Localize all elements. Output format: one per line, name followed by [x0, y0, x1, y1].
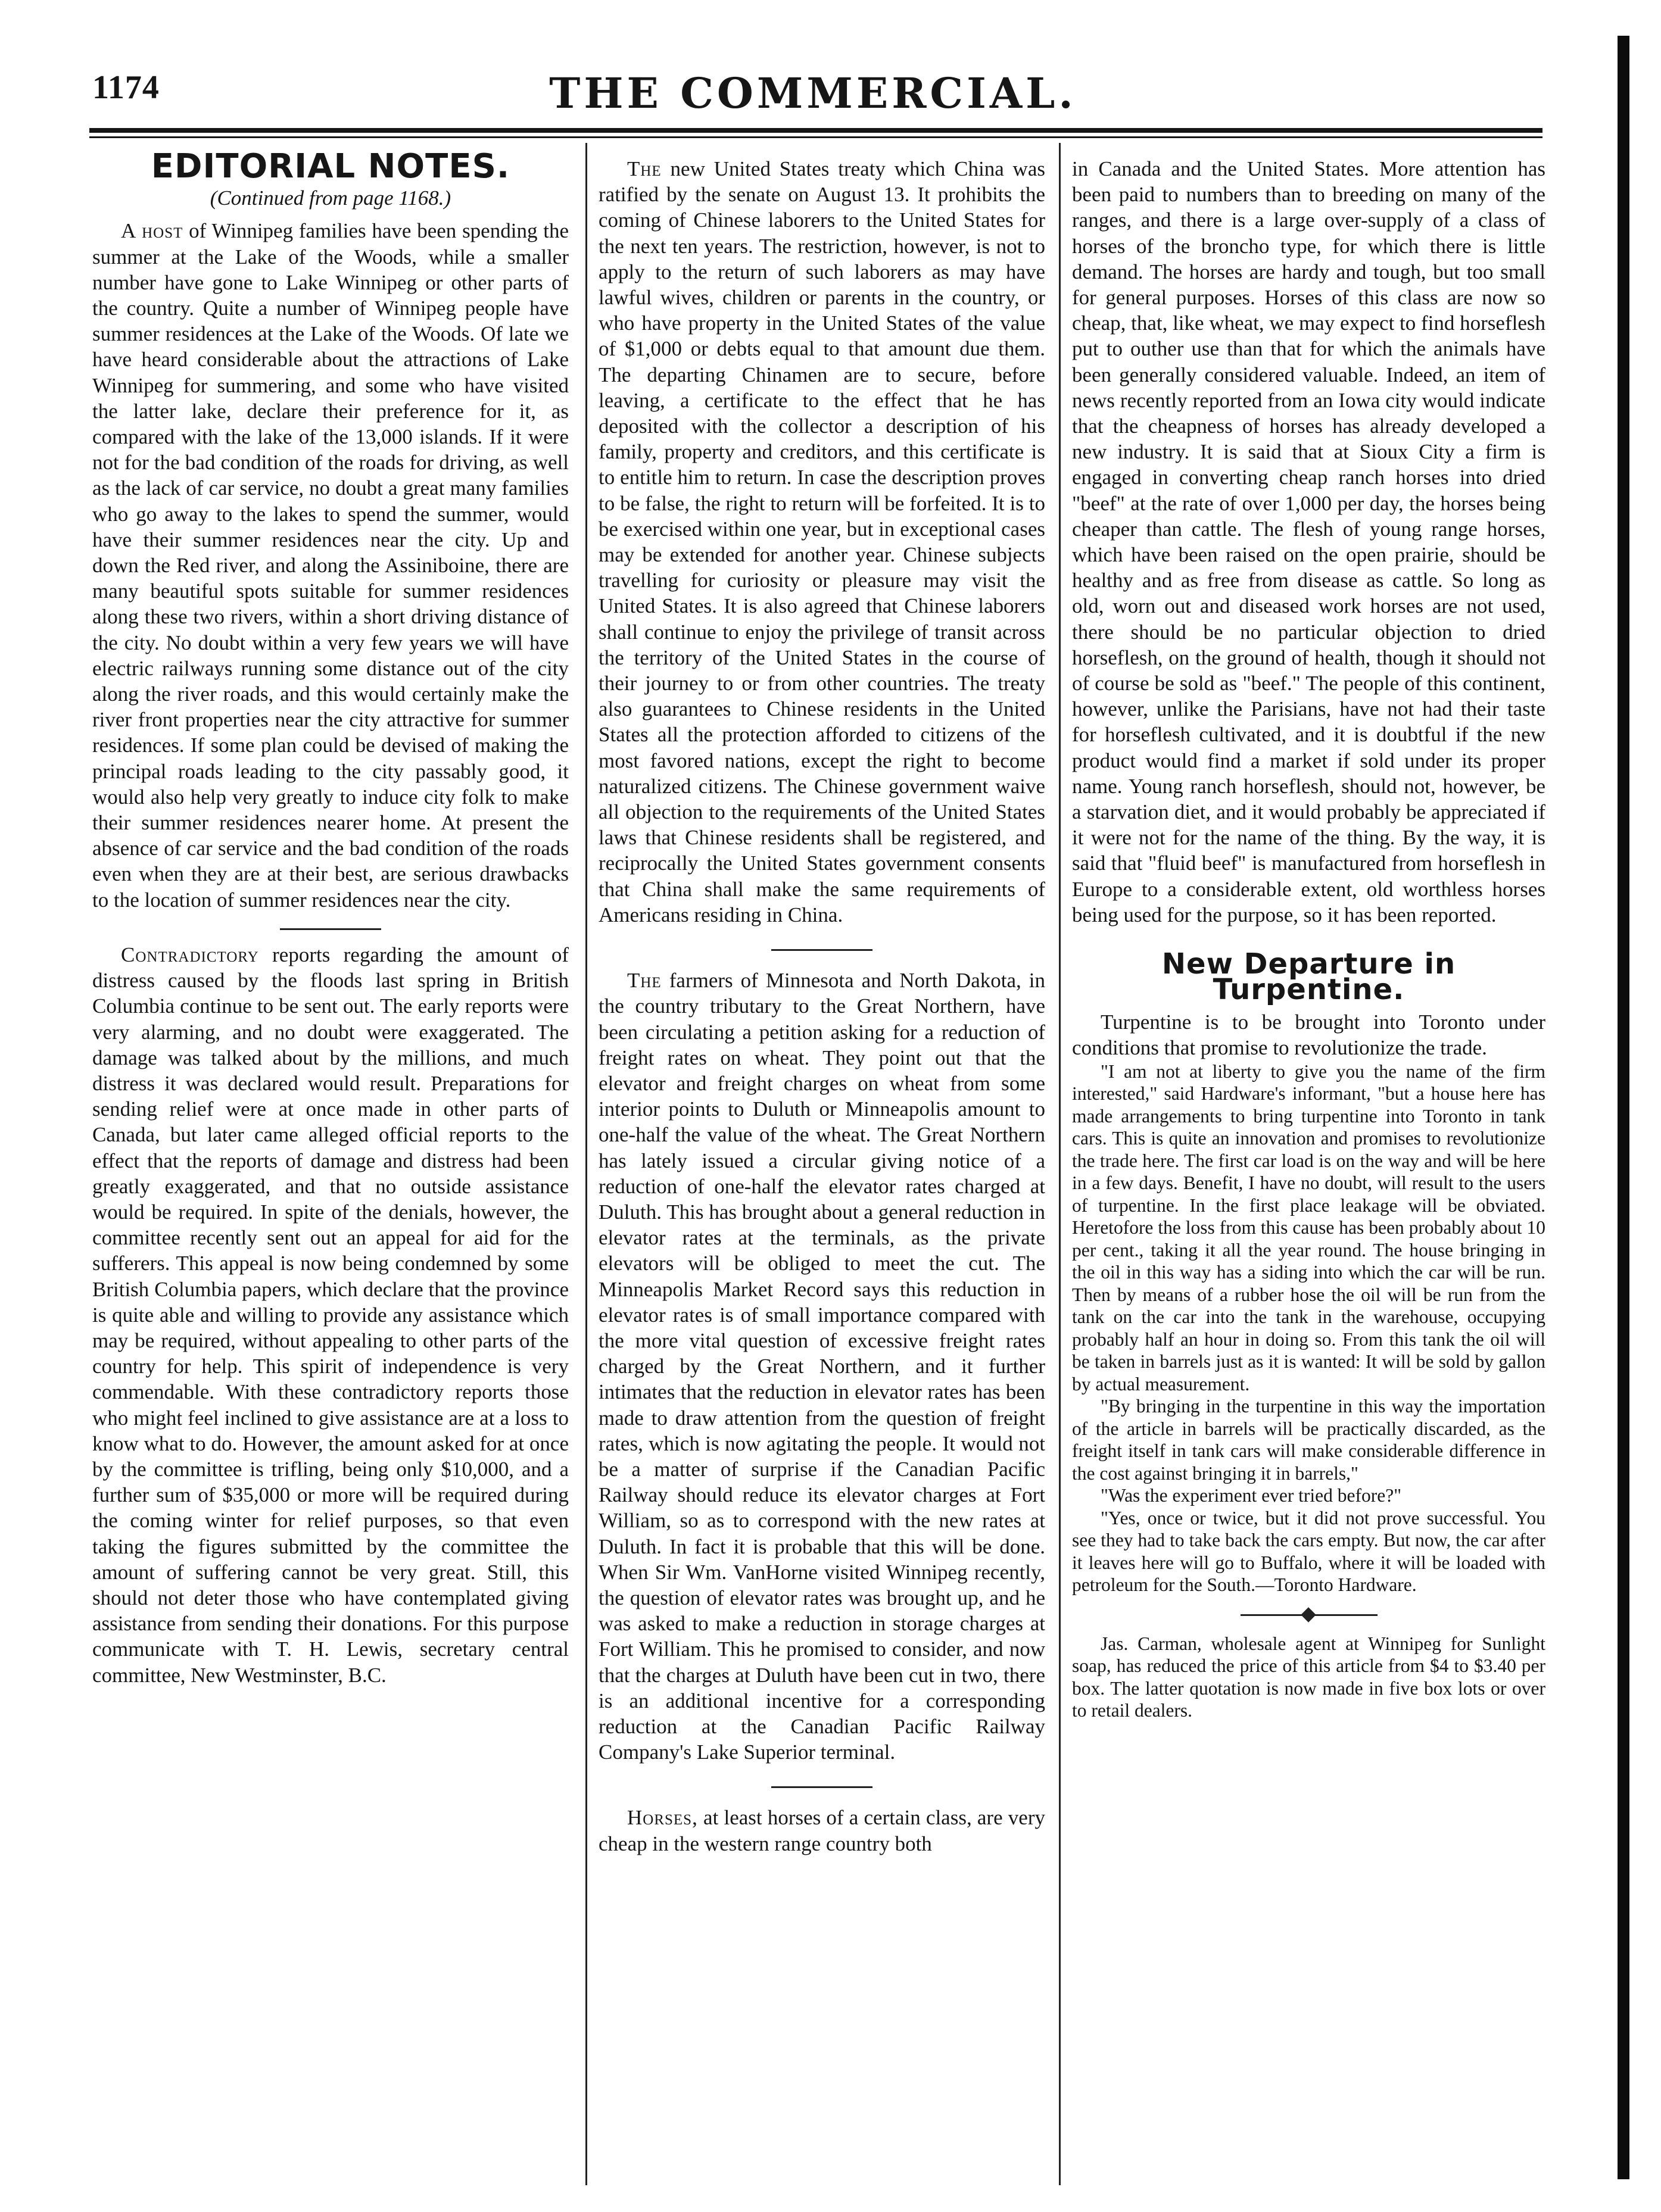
page-number: 1174	[92, 69, 160, 106]
article-cheap-horses	[599, 1805, 1045, 1856]
article-text: of Winnipeg families have been spending the summer at the Lake of the Woods, while a smaller number have gone to Lake Winnipeg or other parts of the country. Quite a number of Winnipeg people have summer residences at the Lake of the Woods. Of late we have heard considerable about the attractions of Lake Winnipeg for summering, and some who have visited the latter lake, declare their preference for it, as compared with the lake of the 13,000 islands. If it were not for the bad condition of the roads for driving, as well as the lack of car service, no doubt a great many families who go away to the lakes to spend the summer, would have their summer residences near the city. Up and down the Red river, and along the Assiniboine, there are many beautiful spots suitable for summer residences along these two rivers, within a short driving distance of the city. No doubt within a very few years we will have electric railways running some distance out of the city along the river roads, and this would certainly make the river front properties near the city attractive for summer residences. If some plan could be devised of making the principal roads leading to the city passably good, it would also help very greatly to induce city folk to make their summer residences nearer home. At present the absence of car service and the bad condition of the roads even when they are at their best, are serious drawbacks to the location of summer residences near the city.	[92, 219, 569, 912]
turpentine-intro: Turpentine is to be brought into Toronto under conditions that promise to revolutionize the trade.	[1072, 1010, 1545, 1059]
continued-note: (Continued from page 1168.)	[210, 186, 451, 210]
sunlight-soap-notice: Jas. Carman, wholesale agent at Winnipeg for Sunlight soap, has reduced the price of this article from $4 to $3.40 per box. The latter quotation is now made in five box lots or over to retail dealers.	[1072, 1633, 1545, 1721]
column-3	[1072, 148, 1545, 1722]
turpentine-question: "Was the experiment ever tried before?"	[1101, 1485, 1402, 1506]
masthead-title: THE COMMERCIAL.	[549, 68, 1077, 118]
article-text: reports regarding the amount of distress caused by the floods last spring in British Columbia continue to be sent out. The early reports were very alarming, and no doubt were exaggerated. The damage was talked about by the millions, and much distress it was declared would result. Preparations for sending relief were at once made in other parts of Canada, but later came alleged official reports to the effect that the reports of damage and distress had been greatly exaggerated, and that no outside assistance would be required. In spite of the denials, however, the committee recently sent out an appeal for aid for the sufferers. This appeal is now being condemned by some British Columbia papers, which declare that the province is quite able and willing to provide any assistance which may be required, without appealing to other parts of the country for help. This spirit of independence is very commendable. With these contradictory reports those who might feel inclined to give assistance are at a loss to know what to do. However, the amount asked for at once by the committee is trifling, being only $10,000, and a further sum of $35,000 or more will be required during the coming winter for relief purposes, so that even taking the figures submitted by the committee the amount of suffering cannot be very great. Still, this should not deter those who have contemplated giving assistance from sending their donations. For this purpose communicate with T. H. Lewis, secretary central committee, New Westminster, B.C.	[92, 943, 569, 1687]
scan-edge-bar	[1618, 36, 1629, 2179]
article-horseflesh-continued: in Canada and the United States. More attention has been paid to numbers than to breeding on many of the ranges, and there is a large over-supply of a class of horses of the broncho type, for which there is little demand. The horses are hardy and tough, but too small for general purposes. Horses of this class are now so cheap, that, like wheat, we may expect to find horseflesh put to outher use than that for which the animals have been generally considered valuable. Indeed, an item of news recently reported from an Iowa city would indicate that the cheapness of horses has already developed a new industry. It is said that at Sioux City a firm is engaged in converting cheap ranch horses into dried "beef" at the rate of over 1,000 per day, the horses being cheaper than cattle. The flesh of young range horses, which have been raised on the open prairie, should be healthy and as free from disease as cattle. So long as old, worn out and diseased work horses are not used, there should be no particular objection to dried horseflesh, on the ground of health, though it should not of course be sold as "beef." The people of this continent, however, unlike the Parisians, have not had their taste for horseflesh cultivated, and it is doubtful if the new product would find a market if sold under its proper name. Young ranch horseflesh, should not, however, be a starvation diet, and it would probably be appreciated if it were not for the name of the thing. By the way, it is said that "fluid beef" is manufactured from horseflesh in Europe to a considerable extent, old worthless horses being used for the purpose, so it has been reported.	[1072, 157, 1545, 926]
section-divider	[280, 928, 381, 930]
article-summer-residences	[92, 218, 569, 912]
ornamental-divider	[1241, 1614, 1378, 1616]
turpentine-quote-2: "By bringing in the turpentine in this way the importation of the article in barrels will be practically discarded, as the freight itself in tank cars will make considerable difference in the cost against bringing it in barrels,"	[1072, 1396, 1545, 1484]
ornament-diamond	[1301, 1607, 1316, 1622]
column-divider-2	[1059, 143, 1061, 2185]
section-divider	[771, 1786, 872, 1788]
lead-word: The	[627, 157, 662, 180]
column-2	[599, 148, 1045, 1857]
lead-word: Contradictory	[121, 943, 259, 966]
lead-word: The	[627, 969, 662, 993]
turpentine-quote-1: "I am not at liberty to give you the name of the firm interested," said Hardware's informant, "but a house here has made arrangements to bring turpentine into Toronto in tank cars. This is quite an innovation and promises to revolutionize the trade here. The first car load is on the way and will be here in a few days. Benefit, I have no doubt, will result to the users of turpentine. In the first place leakage will be obviated. Heretofore the loss from this cause has been probably about 10 per cent., taking it all the year round. The house bringing in the oil in this way has a siding into which the car will be run. Then by means of a rubber hose the oil will be run from the tank on the car into the tank in the warehouse, occupying probably half an hour in doing so. From this tank the oil will be taken in barrels just as it is wanted: It will be sold by gallon by actual measurement.	[1072, 1060, 1545, 1394]
lead-word: A host	[121, 219, 183, 243]
editorial-notes-heading: EDITORIAL NOTES.	[151, 147, 510, 186]
turpentine-answer: "Yes, once or twice, but it did not prove successful. You see they had to take back the cars empty. But now, the car after it leaves here will go to Buffalo, where it will be loaded with petroleum for the South.—Toronto Hardware.	[1072, 1507, 1545, 1596]
lead-word: Horses,	[627, 1806, 698, 1830]
turpentine-heading: New Departure in Turpentine.	[1161, 947, 1456, 1007]
column-1	[92, 148, 569, 1688]
article-bc-floods	[92, 942, 569, 1688]
article-text: new United States treaty which China was ratified by the senate on August 13. It prohibits the coming of Chinese laborers to the United States for the next ten years. The restriction, however, is not to apply to the return of such laborers as may have lawful wives, children or parents in the country, or who have property in the United States of the value of $1,000 or debts equal to that amount due them. The departing Chinamen are to secure, before leaving, a certificate to the effect that he has deposited with the collector a description of his family, property and creditors, and this certificate is to entitle him to return. In case the description proves to be false, the right to return will be forfeited. It is to be exercised within one year, but in exceptional cases may be extended for another year. Chinese subjects travelling for curiosity or pleasure may visit the United States. It is also agreed that Chinese laborers shall continue to enjoy the privilege of transit across the territory of the United States in the course of their journey to or from other countries. The treaty also guarantees to Chinese residents in the United States all the protection afforded to citizens of the most favored nations, except the right to become naturalized citizens. The Chinese government waive all objection to the requirements of the United States laws that Chinese residents shall be registered, and reciprocally the United States government consents that China shall make the same requirements of Americans residing in China.	[599, 157, 1045, 926]
article-text: farmers of Minnesota and North Dakota, in the country tributary to the Great Northern, have been circulating a petition asking for a reduction of freight rates on wheat. They point out that the elevator and freight charges on wheat from some interior points to Duluth or Minneapolis amount to one-half the value of the wheat. The Great Northern has lately issued a circular giving notice of a reduction of one-half the elevator rates charged at Duluth. This has brought about a general reduction in elevator rates at the terminals, as the private elevators will be obliged to meet the cut. The Minneapolis Market Record says this reduction in elevator rates is of small importance compared with the more vital question of excessive freight rates charged by the Great Northern, and it further intimates that the reduction in elevator rates has been made to draw attention from the question of freight rates, which is now agitating the people. It would not be a matter of surprise if the Canadian Pacific Railway should reduce its elevator charges at Fort William, so as to correspond with the new rates at Duluth. In fact it is probable that this will be done. When Sir Wm. VanHorne visited Winnipeg recently, the question of elevator rates was brought up, and he was asked to make a reduction in storage charges at Fort William. This he promised to consider, and now that the charges at Duluth have been cut in two, there is an additional incentive for a corresponding reduction at the Canadian Pacific Railway Company's Lake Superior terminal.	[599, 969, 1045, 1764]
turpentine-quote-block	[1072, 1060, 1545, 1596]
article-freight-rates	[599, 968, 1045, 1765]
article-text: at least horses of a certain class, are very cheap in the western range country both	[599, 1806, 1045, 1855]
header-rule-thin	[89, 136, 1542, 138]
header-rule-thick	[89, 128, 1542, 133]
column-divider-1	[585, 143, 587, 2185]
section-divider	[771, 949, 872, 951]
article-china-treaty	[599, 156, 1045, 928]
